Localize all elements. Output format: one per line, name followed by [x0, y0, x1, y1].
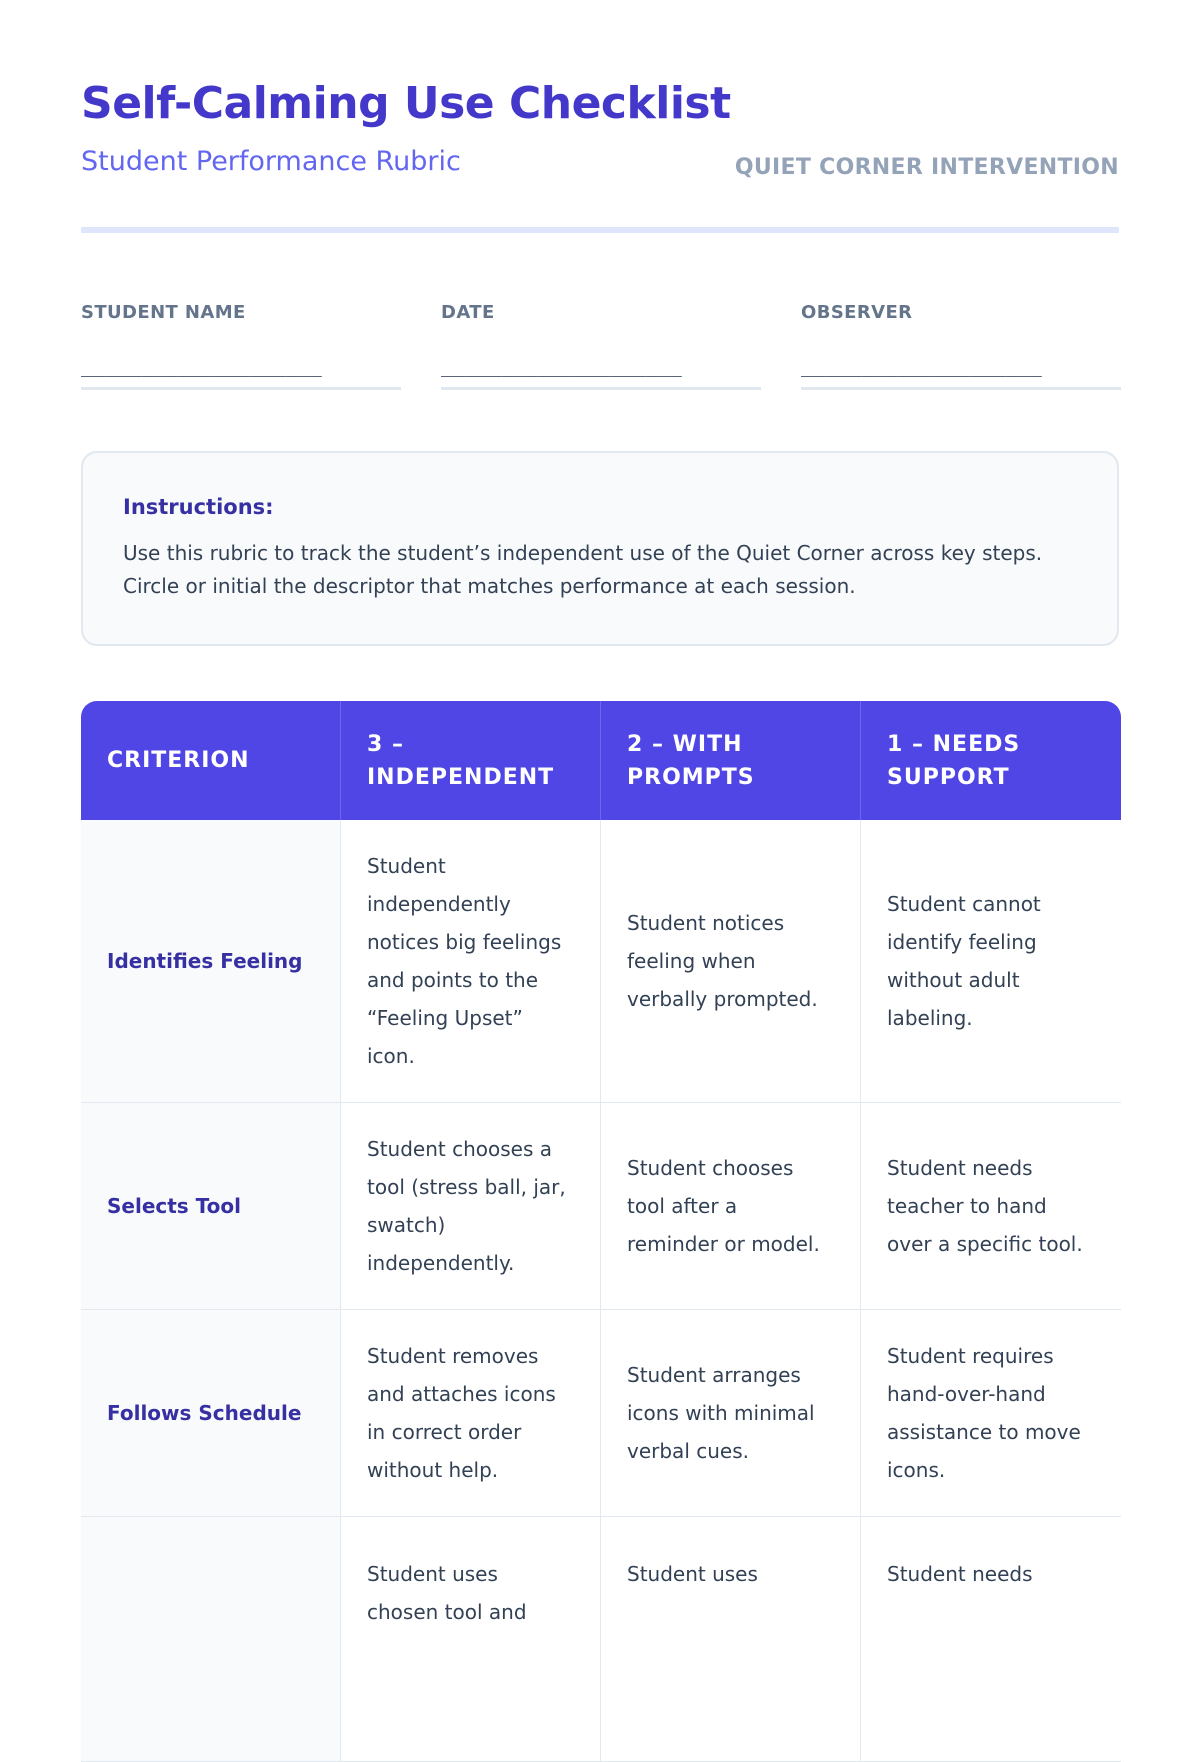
level-3-cell[interactable]: Student uses chosen tool and — [341, 1517, 601, 1762]
level-1-cell[interactable]: Student needs — [861, 1517, 1121, 1762]
rubric-header-row — [81, 701, 1121, 820]
level-3-cell[interactable]: Student removes and attaches icons in correct order without help. — [341, 1310, 601, 1517]
column-header-independent: 3 – INDEPENDENT — [341, 701, 601, 820]
criterion-cell — [81, 1517, 341, 1762]
instructions-title: Instructions: — [123, 495, 274, 519]
column-header-criterion: CRITERION — [81, 701, 341, 820]
table-row — [81, 1517, 1121, 1762]
table-row — [81, 1103, 1121, 1310]
instructions-text: Use this rubric to track the student’s independent use of the Quiet Corner across key steps. Circle or initial the descriptor that matches performance at each session. — [123, 541, 1043, 598]
level-2-cell[interactable]: Student notices feeling when verbally prompted. — [601, 820, 861, 1103]
level-1-cell[interactable]: Student needs teacher to hand over a specific tool. — [861, 1103, 1121, 1310]
observer-underline — [801, 387, 1121, 390]
date-field[interactable] — [441, 302, 761, 390]
page-title: Self-Calming Use Checklist — [81, 78, 731, 129]
date-blank[interactable]: ____________________ — [441, 353, 682, 377]
student-name-field[interactable] — [81, 302, 401, 390]
level-2-cell[interactable]: Student uses — [601, 1517, 861, 1762]
observer-field[interactable] — [801, 302, 1121, 390]
observer-blank[interactable]: ____________________ — [801, 353, 1042, 377]
intervention-tagline: QUIET CORNER INTERVENTION — [734, 155, 1119, 180]
student-name-underline — [81, 387, 401, 390]
student-name-label: STUDENT NAME — [81, 302, 246, 323]
rubric-table — [81, 701, 1121, 1762]
level-1-cell[interactable]: Student cannot identify feeling without adult labeling. — [861, 820, 1121, 1103]
page-subtitle: Student Performance Rubric — [81, 146, 461, 177]
table-row — [81, 1310, 1121, 1517]
criterion-cell: Follows Schedule — [81, 1310, 341, 1517]
header-divider — [81, 227, 1119, 233]
column-header-needs-support: 1 – NEEDS SUPPORT — [861, 701, 1121, 820]
date-underline — [441, 387, 761, 390]
date-label: DATE — [441, 302, 495, 323]
criterion-cell: Identifies Feeling — [81, 820, 341, 1103]
student-name-blank[interactable]: ____________________ — [81, 353, 322, 377]
criterion-cell: Selects Tool — [81, 1103, 341, 1310]
level-3-cell[interactable]: Student chooses a tool (stress ball, jar, swatch) independently. — [341, 1103, 601, 1310]
column-header-with-prompts: 2 – WITH PROMPTS — [601, 701, 861, 820]
level-3-cell[interactable]: Student independently notices big feelings and points to the “Feeling Upset” icon. — [341, 820, 601, 1103]
table-row — [81, 820, 1121, 1103]
level-2-cell[interactable]: Student arranges icons with minimal verbal cues. — [601, 1310, 861, 1517]
instructions-box — [81, 451, 1119, 646]
observer-label: OBSERVER — [801, 302, 913, 323]
level-1-cell[interactable]: Student requires hand-over-hand assistance to move icons. — [861, 1310, 1121, 1517]
level-2-cell[interactable]: Student chooses tool after a reminder or model. — [601, 1103, 861, 1310]
